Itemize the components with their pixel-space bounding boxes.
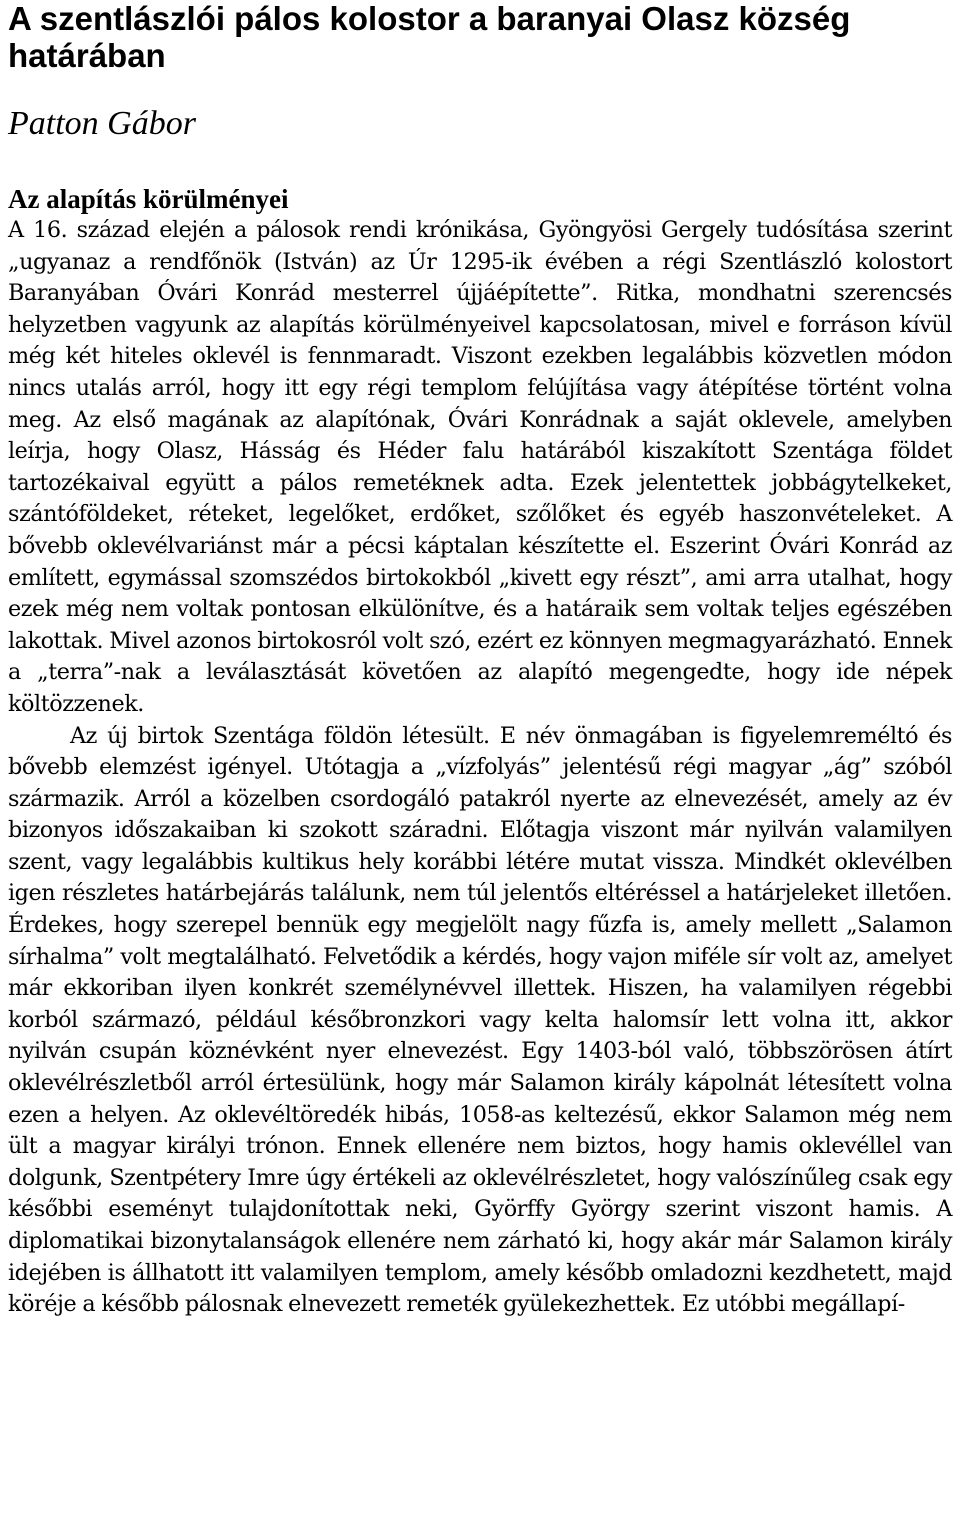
document-title: A szentlászlói pálos kolostor a baranyai Olasz község határában — [8, 0, 851, 74]
body-paragraph-1: A 16. század elején a pálosok rendi krónikása, Gyöngyösi Gergely tudósítása szerint „ugyanaz a rendfőnök (István) az Úr 1295-ik évében a régi Szentlászló kolostort Baranyában Óvári Konrád mesterrel újjáépítette”. Ritka, mondhatni szerencsés helyzetben vagyunk az alapítás körülményeivel kapcsolatosan, mivel e forráson kívül még két hiteles oklevél is fennmaradt. Viszont ezekben legalábbis közvetlen módon nincs utalás arról, hogy itt egy régi templom felújítása vagy átépítése történt volna meg. Az első magának az alapítónak, Óvári Konrádnak a saját oklevele, amelyben leírja, hogy Olasz, Hásság és Héder falu határából kiszakított Szentága földet tartozékaival együtt a pálos remetéknek adta. Ezek jelentettek jobbágytelkeket, szántóföldeket, réteket, legelőket, erdőket, szőlőket és egyéb haszonvételeket. A bővebb oklevélvariánst már a pécsi káptalan készítette el. Eszerint Óvári Konrád az említett, egymással szomszédos birtokokból „kivett egy részt”, ami arra utalhat, hogy ezek még nem voltak pontosan elkülönítve, és a határaik sem voltak teljes egészében lakottak. Mivel azonos birtokosról volt szó, ezért ez könnyen megmagyarázható. Ennek a „terra”-nak a leválasztását követően az alapító megengedte, hogy ide népek költözzenek. — [8, 217, 952, 717]
author-name: Patton Gábor — [8, 105, 196, 142]
section-heading: Az alapítás körülményei — [8, 184, 289, 214]
body-paragraph-2: Az új birtok Szentága földön létesült. E név önmagában is figyelemreméltó és bővebb elemzést igényel. Utótagja a „vízfolyás” jelentésű régi magyar „ág” szóból származik. Arról a közelben csordogáló patakról nyerte az elnevezését, amely az év bizonyos időszakaiban ki szokott száradni. Előtagja viszont már nyilván valamilyen szent, vagy legalábbis kultikus hely korábbi létére mutat vissza. Mindkét oklevélben igen részletes határbejárás találunk, nem túl jelentős eltéréssel a határjeleket illetően. Érdekes, hogy szerepel bennük egy megjelölt nagy fűzfa is, amely mellett „Salamon sírhalma” volt megtalálható. Felvetődik a kérdés, hogy vajon miféle sír volt az, amelyet már ekkoriban ilyen konkrét személynévvel illettek. Hiszen, ha valamilyen régebbi korból származó, például későbronzkori vagy kelta halomsír lett volna itt, akkor nyilván csupán köznévként nyer elnevezést. Egy 1403-ból való, többszörösen átírt oklevélrészletből arról értesülünk, hogy már Salamon király kápolnát létesített volna ezen a helyen. Az oklevéltöredék hibás, 1058-as keltezésű, ekkor Salamon még nem ült a magyar királyi trónon. Ennek ellenére nem biztos, hogy hamis oklevéllel van dolgunk, Szentpétery Imre úgy értékeli az oklevélrészletet, hogy valószínűleg csak egy későbbi eseményt tulajdonítottak neki, Györffy György szerint viszont hamis. A diplomatikai bizonytalanságok ellenére nem zárható ki, hogy akár már Salamon király idejében is állhatott itt valamilyen templom, amely később omladozni kezdhetett, majd köréje a később pálosnak elnevezett remeték gyülekezhettek. Ez utóbbi megállapí- — [8, 722, 952, 1318]
